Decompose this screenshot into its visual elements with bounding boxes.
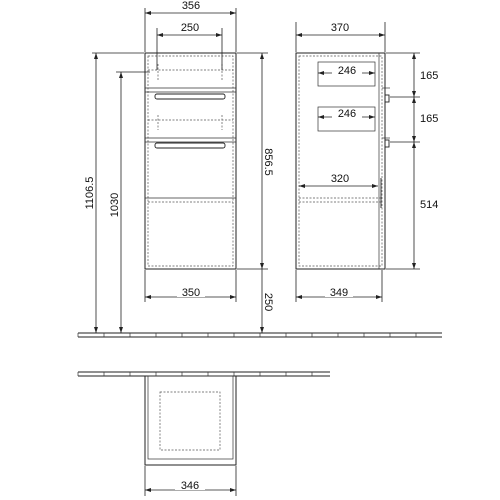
dim-plan-width: 346 bbox=[180, 480, 200, 492]
dim-mount-height: 1030 bbox=[109, 192, 121, 218]
dim-overall-height: 1106.5 bbox=[84, 176, 96, 210]
side-cabinet-outline bbox=[296, 53, 385, 269]
dim-side-lower-height: 514 bbox=[420, 199, 439, 211]
dim-side-drawer-height-2: 165 bbox=[420, 113, 439, 125]
side-cabinet-inner bbox=[299, 56, 382, 266]
floor-ticks bbox=[104, 333, 416, 337]
dim-front-top-width: 356 bbox=[181, 0, 201, 12]
dim-side-drawer-height-1: 165 bbox=[420, 70, 439, 82]
drawer-handle-1 bbox=[155, 94, 225, 99]
drawer-handle-2 bbox=[155, 143, 225, 148]
dim-side-drawer-depth-1: 246 bbox=[337, 65, 357, 77]
plan-cabinet-outline bbox=[145, 376, 236, 465]
plan-view bbox=[78, 372, 330, 496]
side-handle-1 bbox=[385, 95, 389, 102]
front-cabinet-inner-outline bbox=[148, 56, 233, 266]
side-view bbox=[296, 22, 438, 302]
plan-hidden-box bbox=[160, 392, 220, 450]
dim-side-lower-depth: 320 bbox=[330, 173, 350, 185]
dim-side-drawer-depth-2: 246 bbox=[337, 108, 357, 120]
dim-front-inner-width: 250 bbox=[180, 22, 200, 34]
dim-side-depth-bottom: 349 bbox=[329, 287, 349, 299]
plan-wall-ticks bbox=[104, 372, 312, 376]
dim-front-height: 856.5 bbox=[262, 148, 274, 176]
dim-floor-clearance: 250 bbox=[262, 292, 274, 312]
dim-side-depth-top: 370 bbox=[330, 22, 350, 34]
dim-front-bottom-width: 350 bbox=[181, 287, 201, 299]
front-cabinet-outline bbox=[145, 53, 236, 269]
side-handle-2 bbox=[385, 140, 389, 147]
front-view bbox=[84, 0, 274, 333]
